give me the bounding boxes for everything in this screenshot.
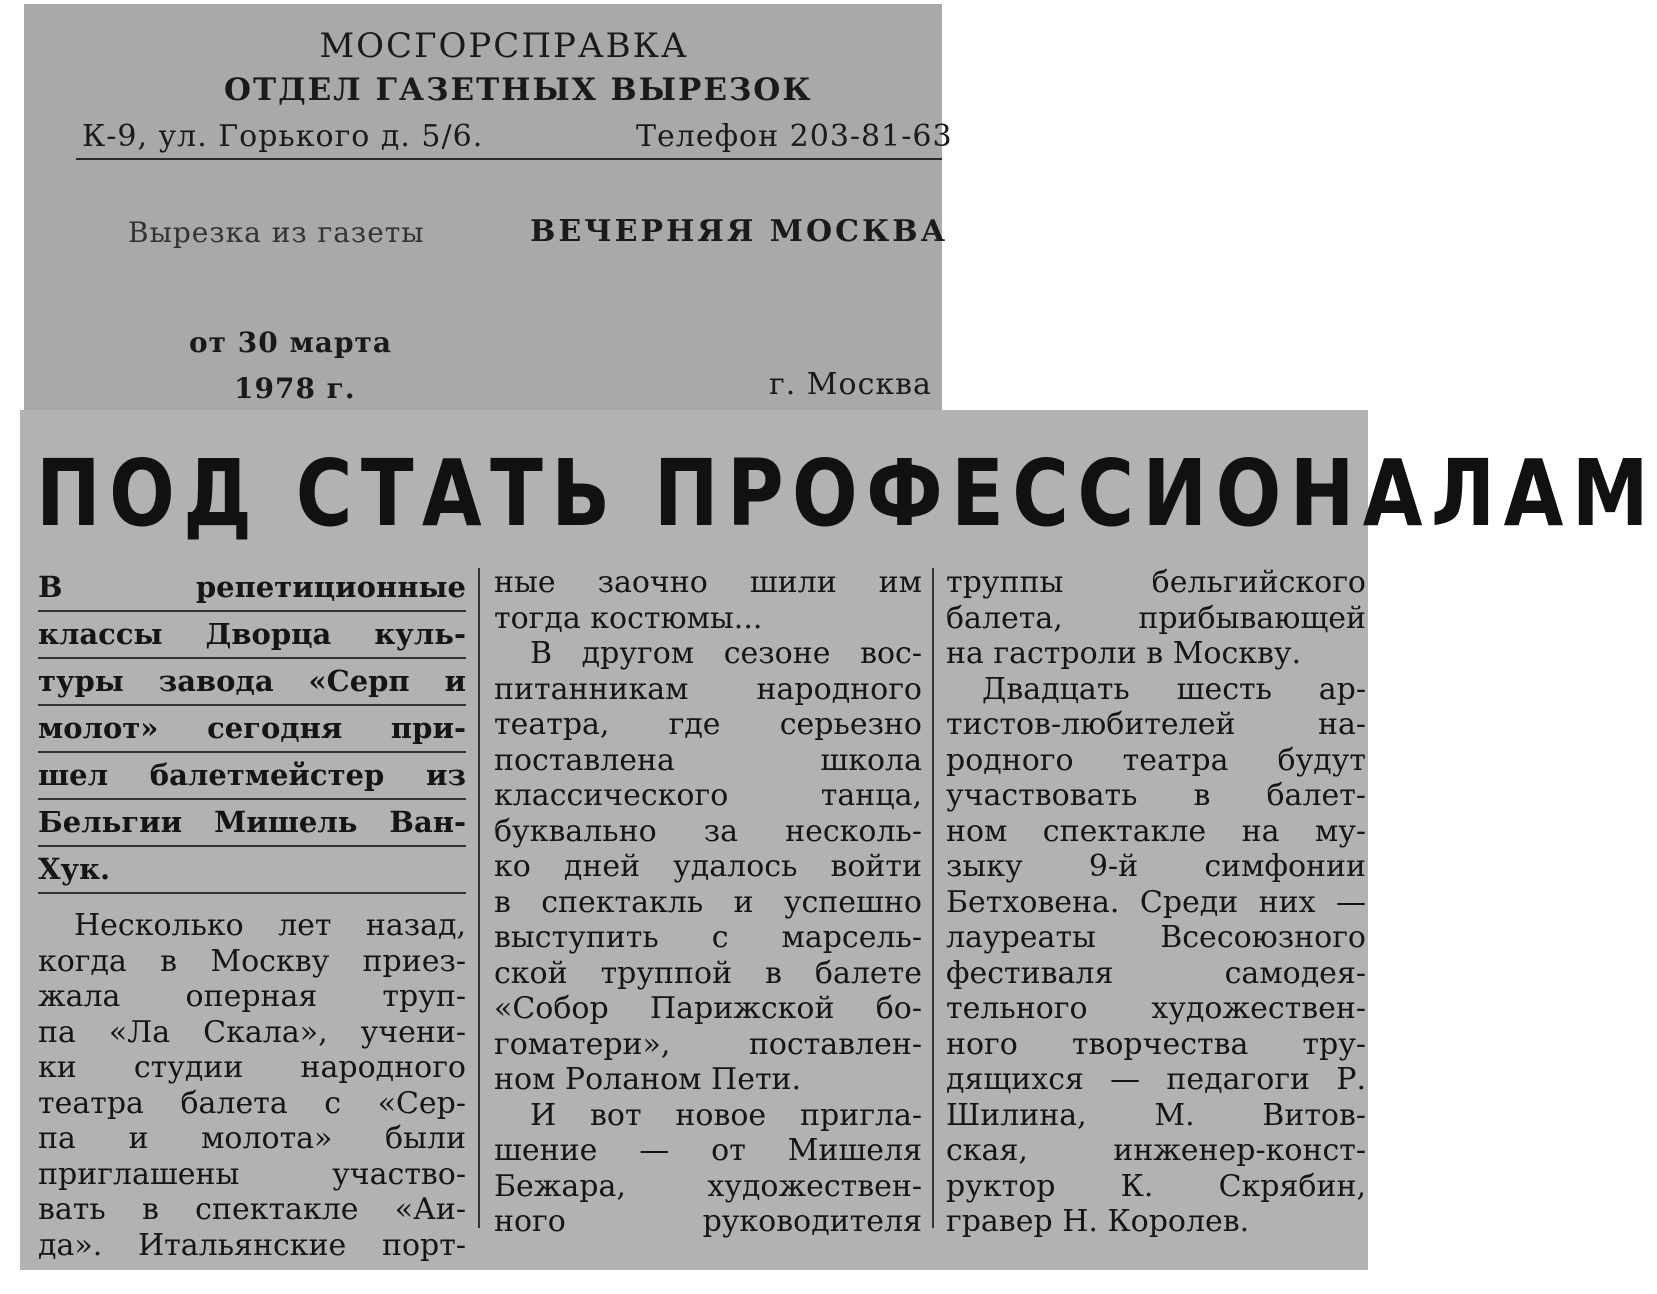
agency-name: МОСГОРСПРАВКА <box>319 26 689 66</box>
column-divider <box>932 568 934 1228</box>
paragraph <box>494 1098 922 1240</box>
text-line: дящихся — педагоги Р. <box>946 1062 1366 1097</box>
text-line: балета, прибывающей <box>946 600 1366 636</box>
text-line: буквально за несколь- <box>494 813 922 849</box>
newspaper-title: ВЕЧЕРНЯЯ МОСКВА <box>530 214 949 249</box>
text-line: поставлена школа <box>494 742 922 778</box>
text-line: родного театра будут <box>946 742 1366 778</box>
bureau-phone: Телефон 203-81-63 <box>636 119 953 154</box>
text-line: ко дней удалось войти <box>494 849 922 884</box>
text-line: шел балетмейстер из <box>38 753 466 800</box>
issue-year: 1978 г. <box>234 372 356 405</box>
text-line: гоматери», поставлен- <box>494 1026 922 1062</box>
text-line: жала оперная труп- <box>38 979 466 1014</box>
text-line: ного творчества тру- <box>946 1026 1366 1062</box>
text-line: «Собор Парижской бо- <box>494 991 922 1026</box>
text-line: ном спектакле на му- <box>946 813 1366 849</box>
department-name: ОТДЕЛ ГАЗЕТНЫХ ВЫРЕЗОК <box>224 72 813 108</box>
clipping-bureau-slip <box>24 4 953 422</box>
city-label: г. Москва <box>769 367 932 402</box>
text-line: приглашены участво- <box>38 1156 466 1192</box>
column-divider <box>478 568 480 1228</box>
text-line: Бельгии Мишель Ван- <box>38 800 466 847</box>
text-line: Шилина, М. Витов- <box>946 1097 1366 1133</box>
text-line: зыку 9-й симфонии <box>946 849 1366 884</box>
text-line: молот» сегодня при- <box>38 706 466 753</box>
text-line: руктор К. Скрябин, <box>946 1168 1366 1204</box>
text-line: И вот новое пригла- <box>530 1097 922 1133</box>
text-line: тельного художествен- <box>946 991 1366 1026</box>
text-line: Несколько лет назад, <box>74 908 466 943</box>
text-line: ской труппой в балете <box>494 955 922 991</box>
issue-date: от 30 марта <box>189 326 393 359</box>
article-column-3 <box>946 565 1366 1240</box>
text-line: туры завода «Серп и <box>38 659 466 706</box>
text-line: лауреаты Всесоюзного <box>946 920 1366 955</box>
text-line: питанникам народного <box>494 671 922 707</box>
text-line: ки студии народного <box>38 1050 466 1085</box>
text-line: участвовать в балет- <box>946 778 1366 813</box>
text-line: театра балета с «Сер- <box>38 1085 466 1121</box>
text-line: классы Дворца куль- <box>38 612 466 659</box>
text-line: В репетиционные <box>38 565 466 612</box>
text-line: вать в спектакле «Аи- <box>38 1192 466 1227</box>
text-line: В другом сезоне вос- <box>530 636 922 671</box>
text-line: фестиваля самодея- <box>946 955 1366 991</box>
article-lead <box>38 565 466 894</box>
text-line: выступить с марсель- <box>494 920 922 955</box>
text-line: гравер Н. Королев. <box>946 1204 1250 1239</box>
paragraph <box>494 636 922 1098</box>
article-column-1 <box>38 565 466 1263</box>
text-line: па «Ла Скала», учени- <box>38 1014 466 1050</box>
text-line: ного руководителя <box>494 1204 922 1239</box>
paragraph <box>38 908 466 1263</box>
article-column-2 <box>494 565 922 1240</box>
text-line: на гастроли в Москву. <box>946 636 1302 671</box>
text-line: классического танца, <box>494 778 922 813</box>
address-underline <box>76 158 942 160</box>
cut-from-label: Вырезка из газеты <box>128 216 425 249</box>
text-line: Бетховена. Среди них — <box>946 884 1366 920</box>
text-line: Хук. <box>38 847 466 894</box>
text-line: ные заочно шили им <box>494 565 922 600</box>
paragraph <box>494 565 922 636</box>
text-line: шение — от Мишеля <box>494 1133 922 1168</box>
article-headline: ПОД СТАТЬ ПРОФЕССИОНАЛАМ <box>36 440 1657 547</box>
text-line: тистов-любителей на- <box>946 707 1366 742</box>
text-line: Двадцать шесть ар- <box>982 671 1366 707</box>
text-line: па и молота» были <box>38 1121 466 1156</box>
bureau-address: К-9, ул. Горького д. 5/6. <box>82 119 484 154</box>
text-line: ном Роланом Пети. <box>494 1062 802 1097</box>
text-line: когда в Москву приез- <box>38 943 466 979</box>
text-line: в спектакль и успешно <box>494 884 922 920</box>
paragraph <box>946 565 1366 672</box>
text-line: да». Итальянские порт- <box>38 1227 466 1263</box>
text-line: театра, где серьезно <box>494 707 922 742</box>
text-line: Бежара, художествен- <box>494 1168 922 1204</box>
text-line: труппы бельгийского <box>946 565 1366 600</box>
text-line: тогда костюмы... <box>494 600 763 636</box>
paragraph <box>946 672 1366 1240</box>
text-line: ская, инженер-конст- <box>946 1133 1366 1168</box>
